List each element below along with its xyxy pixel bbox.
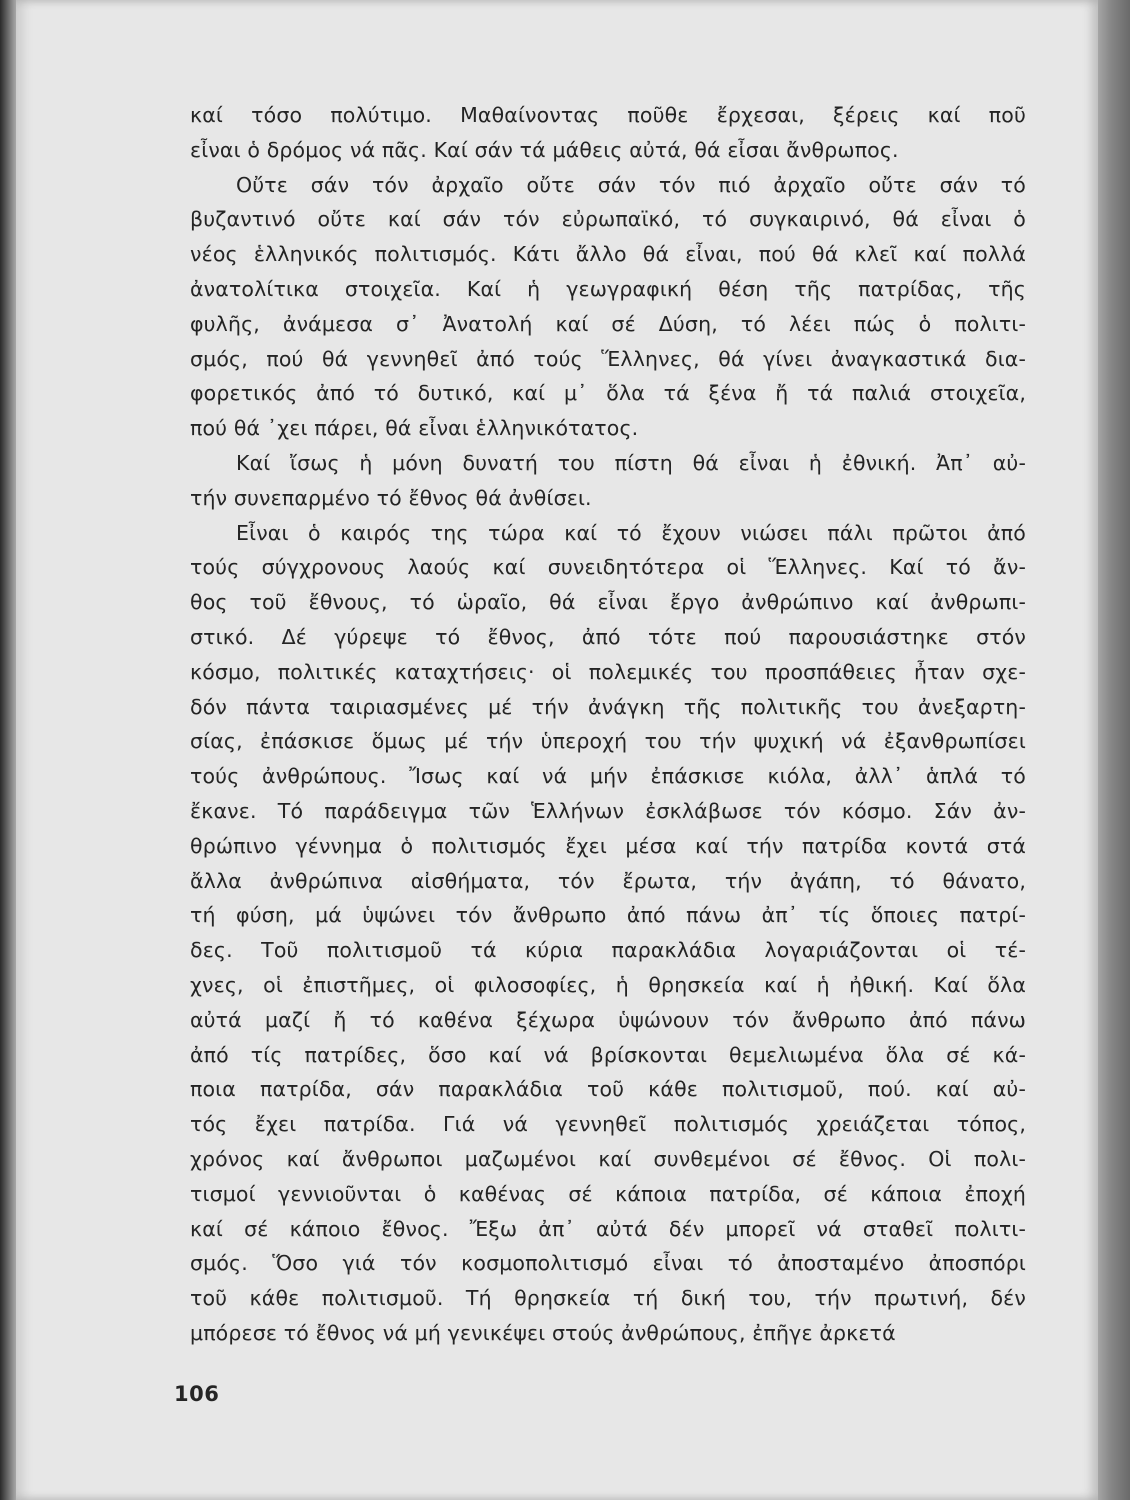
text-line: Καί ἴσως ἡ μόνη δυνατή του πίστη θά εἶναι ἡ ἐθνική. Ἀπ᾽ αὐ- xyxy=(236,450,1026,475)
text-line: καί τόσο πολύτιμο. Μαθαίνοντας ποῦθε ἔρχεσαι, ξέρεις καί ποῦ xyxy=(190,103,1026,127)
text-line: καί σέ κάποιο ἔθνος. Ἔξω ἀπ᾽ αὐτά δέν μπορεῖ νά σταθεῖ πολιτι- xyxy=(190,1216,1026,1241)
text-line: φορετικός ἀπό τό δυτικό, καί μ᾽ ὅλα τά ξένα ἤ τά παλιά στοιχεῖα, xyxy=(190,381,1026,406)
text-line: τή φύση, μά ὑψώνει τόν ἄνθρωπο ἀπό πάνω ἀπ᾽ τίς ὅποιες πατρί- xyxy=(190,903,1026,928)
paragraph xyxy=(190,98,1026,168)
text-line: τός ἔχει πατρίδα. Γιά νά γεννηθεῖ πολιτισμός χρειάζεται τόπος, xyxy=(190,1112,1026,1137)
text-line: στικό. Δέ γύρεψε τό ἔθνος, ἀπό τότε πού παρουσιάστηκε στόν xyxy=(190,624,1026,649)
text-line: θρώπινο γέννημα ὁ πολιτισμός ἔχει μέσα καί τήν πατρίδα κοντά στά xyxy=(190,833,1026,858)
text-line: χρόνος καί ἄνθρωποι μαζωμένοι καί συνθεμένοι σέ ἔθνος. Οἱ πολι- xyxy=(190,1146,1026,1171)
text-line: βυζαντινό οὔτε καί σάν τόν εὐρωπαϊκό, τό συγκαιρινό, θά εἶναι ὁ xyxy=(190,207,1026,232)
text-line: νέος ἑλληνικός πολιτισμός. Κάτι ἄλλο θά εἶναι, πού θά κλεῖ καί πολλά xyxy=(190,242,1026,267)
text-line: κόσμο, πολιτικές καταχτήσεις· οἱ πολεμικές του προσπάθειες ἦταν σχε- xyxy=(190,659,1026,684)
text-line: ἄλλα ἀνθρώπινα αἰσθήματα, τόν ἔρωτα, τήν ἀγάπη, τό θάνατο, xyxy=(190,868,1026,893)
text-line: σίας, ἐπάσκισε ὅμως μέ τήν ὑπεροχή του τήν ψυχική νά ἐξανθρωπίσει xyxy=(190,729,1026,754)
text-line: τούς σύγχρονους λαούς καί συνειδητότερα οἱ Ἕλληνες. Καί τό ἄν- xyxy=(190,555,1026,580)
text-line: ἔκανε. Τό παράδειγμα τῶν Ἑλλήνων ἐσκλάβωσε τόν κόσμο. Σάν ἀν- xyxy=(190,798,1026,823)
text-line: πού θά ᾽χει πάρει, θά εἶναι ἑλληνικότατος. xyxy=(190,416,639,441)
text-line: δόν πάντα ταιριασμένες μέ τήν ἀνάγκη τῆς πολιτικῆς του ἀνεξαρτη- xyxy=(190,694,1026,719)
paragraph xyxy=(190,446,1026,516)
paragraph xyxy=(190,516,1026,1351)
text-line: θος τοῦ ἔθνους, τό ὡραῖο, θά εἶναι ἔργο ἀνθρώπινο καί ἀνθρωπι- xyxy=(190,590,1026,615)
text-line: ἀπό τίς πατρίδες, ὅσο καί νά βρίσκονται θεμελιωμένα ὅλα σέ κά- xyxy=(190,1042,1026,1067)
text-line: δες. Τοῦ πολιτισμοῦ τά κύρια παρακλάδια λογαριάζονται οἱ τέ- xyxy=(190,938,1026,963)
text-line: μπόρεσε τό ἔθνος νά μή γενικέψει στούς ἀνθρώπους, ἐπῆγε ἀρκετά xyxy=(190,1320,896,1345)
text-line: τισμοί γεννιοῦνται ὁ καθένας σέ κάποια πατρίδα, σέ κάποια ἐποχή xyxy=(190,1181,1026,1206)
text-line: σμός. Ὅσο γιά τόν κοσμοπολιτισμό εἶναι τό ἀποσταμένο ἀποσπόρι xyxy=(190,1251,1026,1276)
body-text xyxy=(190,98,1026,1351)
text-line: σμός, πού θά γεννηθεῖ ἀπό τούς Ἕλληνες, θά γίνει ἀναγκαστικά δια- xyxy=(190,346,1026,371)
text-line: ποια πατρίδα, σάν παρακλάδια τοῦ κάθε πολιτισμοῦ, πού. καί αὐ- xyxy=(190,1077,1026,1102)
text-line: αὐτά μαζί ἤ τό καθένα ξέχωρα ὑψώνουν τόν ἄνθρωπο ἀπό πάνω xyxy=(190,1007,1026,1032)
text-line: τήν συνεπαρμένο τό ἔθνος θά ἀνθίσει. xyxy=(190,485,592,510)
page-number: 106 xyxy=(174,1382,220,1406)
text-line: εἶναι ὁ δρόμος νά πᾶς. Καί σάν τά μάθεις αὐτά, θά εἶσαι ἄνθρωπος. xyxy=(190,137,899,162)
text-line: φυλῆς, ἀνάμεσα σ᾽ Ἀνατολή καί σέ Δύση, τό λέει πώς ὁ πολιτι- xyxy=(190,311,1026,336)
text-line: ἀνατολίτικα στοιχεῖα. Καί ἡ γεωγραφική θέση τῆς πατρίδας, τῆς xyxy=(190,276,1026,301)
text-line: Εἶναι ὁ καιρός της τώρα καί τό ἔχουν νιώσει πάλι πρῶτοι ἀπό xyxy=(236,520,1026,545)
paragraph xyxy=(190,168,1026,446)
page-edge-shadow xyxy=(1098,0,1130,1500)
text-line: χνες, οἱ ἐπιστῆμες, οἱ φιλοσοφίες, ἡ θρησκεία καί ἡ ἠθική. Καί ὅλα xyxy=(190,972,1026,997)
text-line: Οὔτε σάν τόν ἀρχαῖο οὔτε σάν τόν πιό ἀρχαῖο οὔτε σάν τό xyxy=(236,172,1026,197)
text-line: τούς ἀνθρώπους. Ἴσως καί νά μήν ἐπάσκισε κιόλα, ἀλλ᾽ ἁπλά τό xyxy=(190,764,1026,789)
text-line: τοῦ κάθε πολιτισμοῦ. Τή θρησκεία τή δική του, τήν πρωτινή, δέν xyxy=(190,1286,1026,1311)
